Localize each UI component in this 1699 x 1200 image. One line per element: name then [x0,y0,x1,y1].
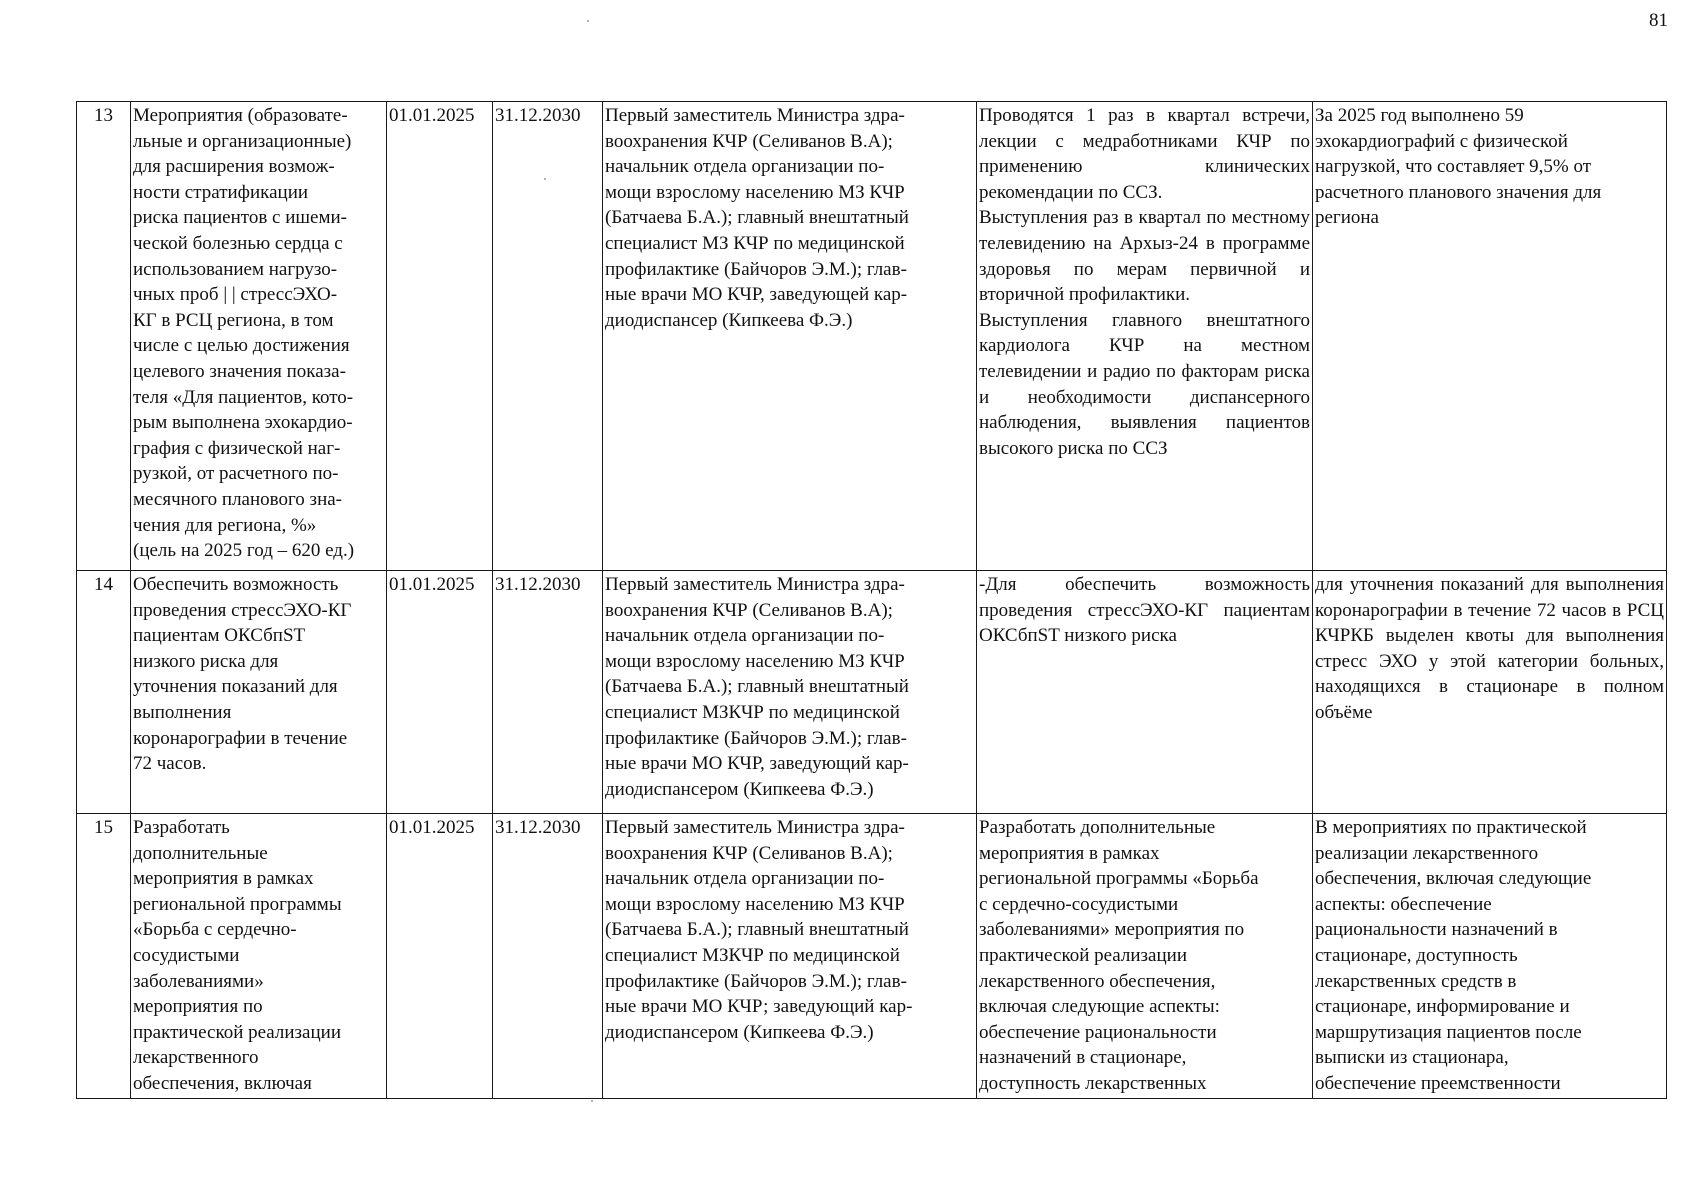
result-cell [977,102,1313,571]
event-cell [131,814,387,1099]
status-text: для уточнения показаний для выполнения коронарографии в течение 72 часов в РСЦ КЧРКБ выделен квоты для выполнения стресс ЭХО у этой категории больных, находящихся в стационаре в полном объёме [1315,574,1664,723]
status-cell [1313,102,1667,571]
status-text: В мероприятиях по практической реализации лекарственного обеспечения, включая следующие аспекты: обеспечение рациональности назначений в стационаре, доступность лекарственных средств в стационаре, информирование и маршрутизация пациентов после выписки из стационара, обеспечение преемственности [1315,817,1592,1094]
responsible-text: Первый заместитель Министра здра- воохранения КЧР (Селиванов В.А); начальник отдела организации по- мощи взрослому населению МЗ КЧР (Батчаева Б.А.); главный внештатный специалист МЗКЧР по медицинской профилактике (Байчоров Э.М.); глав- ные врачи МО КЧР; заведующий кар- диодиспансером (Кипкеева Ф.Э.) [605,817,913,1043]
status-cell [1313,814,1667,1099]
plan-table [76,101,1667,1099]
table-row [77,571,1667,814]
result-cell [977,814,1313,1099]
start-date: 01.01.2025 [387,814,493,1099]
table-row [77,102,1667,571]
end-date: 31.12.2030 [493,571,603,814]
responsible-cell [603,814,977,1099]
result-text: Разработать дополнительные мероприятия в рамках региональной программы «Борьба с сердечно-сосудистыми заболеваниями» мероприятия по практической реализации лекарственного обеспечения, включая следующие аспекты: обеспечение рациональности назначений в стационаре, доступность лекарственных [979,817,1259,1094]
status-text: За 2025 год выполнено 59 эхокардиографий с физической нагрузкой, что составляет 9,5% от расчетного планового значения для региона [1315,105,1602,229]
status-cell [1313,571,1667,814]
start-date: 01.01.2025 [387,102,493,571]
event-text: Мероприятия (образовате- льные и организационные) для расширения возмож- ности стратификации риска пациентов с ишеми- ческой болезнью сердца с использованием нагрузо- чных проб | | стрессЭХО- КГ в РСЦ региона, в том числе с целью достижения целевого значения показа- теля «Для пациентов, кото- рым выполнена эхокардио- графия с физической наг- рузкой, от расчетного по- месячного планового зна- чения для региона, %» (цель на 2025 год – 620 ед.) [133,105,355,562]
result-text: -Для обеспечить возможность проведения стрессЭХО-КГ пациентам ОКСбпST низкого риска [979,574,1310,647]
event-text: Разработать дополнительные мероприятия в рамках региональной программы «Борьба с сердечно- сосудистыми заболеваниями» мероприятия по практической реализации лекарственного обеспечения, включая [133,817,342,1094]
row-number: 15 [77,814,131,1099]
responsible-cell [603,571,977,814]
result-text: Проводятся 1 раз в квартал встречи, лекции с медработниками КЧР по применению клинических рекомендации по ССЗ. Выступления раз в квартал по местному телевидению на Архыз-24 в программе здоровья по мерам первичной и вторичной профилактики. Выступления главного внештатного кардиолога КЧР на местном телевидении и радио по факторам риска и необходимости диспансерного наблюдения, выявления пациентов высокого риска по ССЗ [979,105,1310,459]
responsible-text: Первый заместитель Министра здра- воохранения КЧР (Селиванов В.А); начальник отдела организации по- мощи взрослому населению МЗ КЧР (Батчаева Б.А.); главный внештатный специалист МЗКЧР по медицинской профилактике (Байчоров Э.М.); глав- ные врачи МО КЧР, заведующий кар- диодиспансером (Кипкеева Ф.Э.) [605,574,909,800]
scan-speck [591,1100,593,1102]
end-date: 31.12.2030 [493,102,603,571]
scan-speck [587,20,589,22]
event-cell [131,102,387,571]
event-cell [131,571,387,814]
responsible-text: Первый заместитель Министра здра- воохранения КЧР (Селиванов В.А); начальник отдела организации по- мощи взрослому населению МЗ КЧР (Батчаева Б.А.); главный внештатный специалист МЗ КЧР по медицинской профилактике (Байчоров Э.М.); глав- ные врачи МО КЧР, заведующей кар- диодиспансер (Кипкеева Ф.Э.) [605,105,909,331]
result-cell [977,571,1313,814]
end-date: 31.12.2030 [493,814,603,1099]
row-number: 13 [77,102,131,571]
table-row [77,814,1667,1099]
event-text: Обеспечить возможность проведения стрессЭХО-КГ пациентам ОКСбпST низкого риска для уточнения показаний для выполнения коронарографии в течение 72 часов. [133,574,352,775]
responsible-cell [603,102,977,571]
scan-speck [544,178,546,180]
row-number: 14 [77,571,131,814]
start-date: 01.01.2025 [387,571,493,814]
page-number: 81 [1649,10,1668,31]
